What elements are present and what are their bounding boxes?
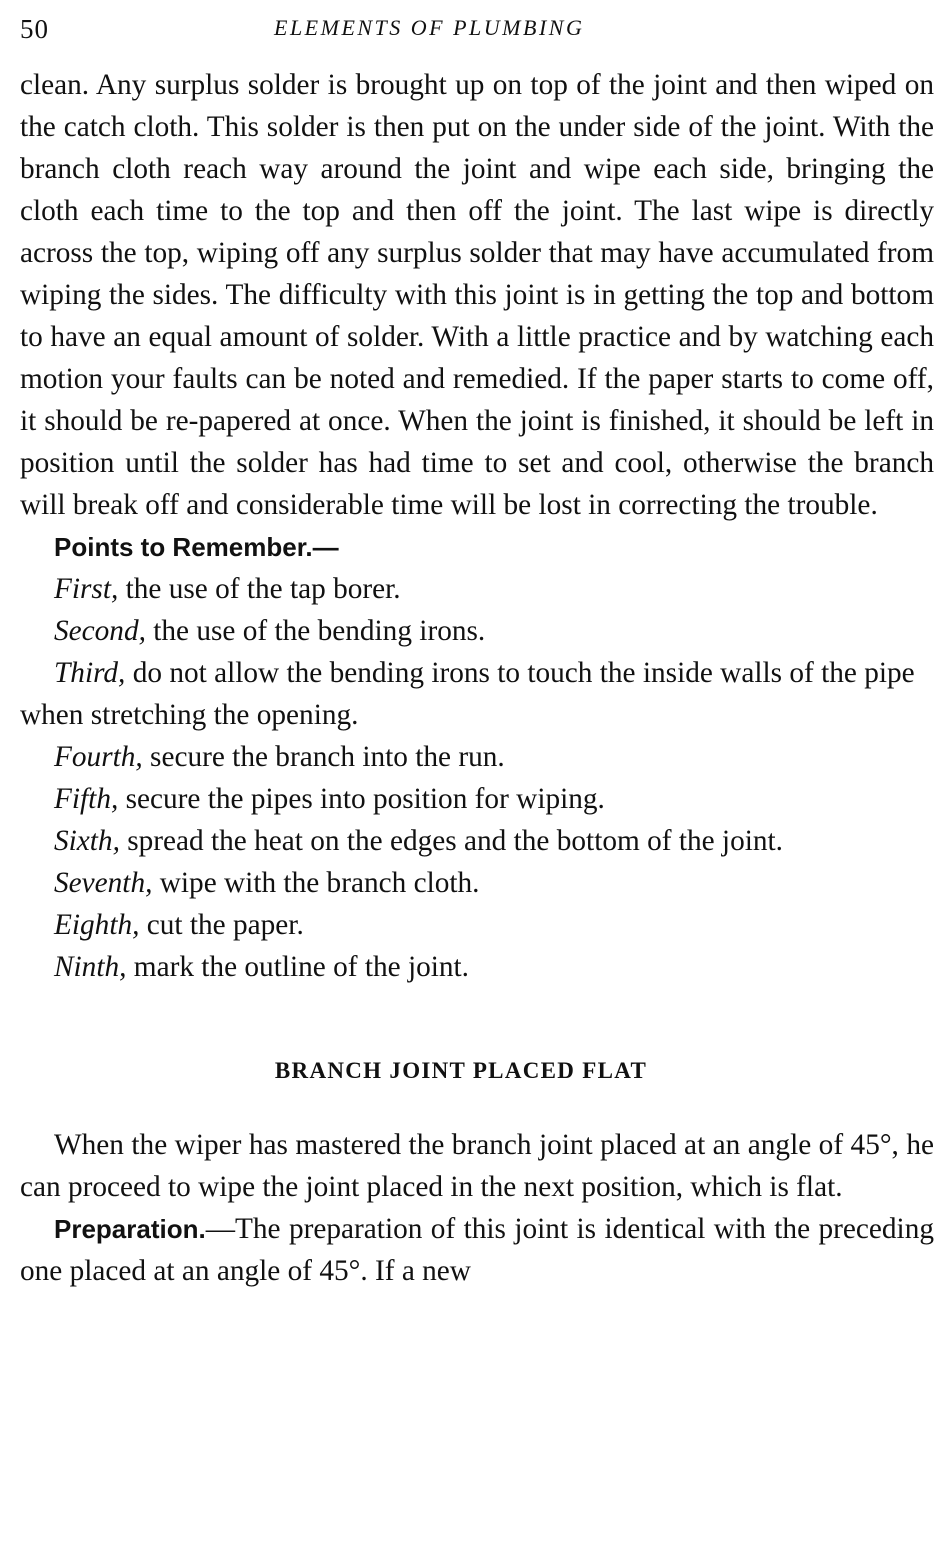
point-item	[20, 736, 934, 778]
book-page	[20, 0, 934, 1292]
point-ordinal: Fifth,	[54, 783, 119, 815]
page-number: 50	[20, 14, 49, 44]
point-item	[20, 652, 934, 736]
point-item	[20, 778, 934, 820]
point-text: the use of the tap borer.	[118, 573, 401, 605]
point-ordinal: Third,	[54, 657, 126, 689]
point-text: spread the heat on the edges and the bottom of the joint.	[119, 825, 783, 857]
point-ordinal: Sixth,	[54, 825, 120, 857]
point-ordinal: Fourth,	[54, 741, 143, 773]
point-text: cut the paper.	[139, 909, 304, 941]
section-heading: BRANCH JOINT PLACED FLAT	[274, 1058, 648, 1083]
point-item	[20, 946, 934, 988]
point-item	[20, 904, 934, 946]
points-heading-label: Points to Remember.—	[54, 532, 339, 562]
point-text: mark the outline of the joint.	[126, 951, 469, 983]
point-ordinal: First,	[54, 573, 119, 605]
preparation-text: —The preparation of this joint is identical with the preceding one placed at an angle of 45°. If a new	[20, 1213, 934, 1287]
point-text: secure the branch into the run.	[142, 741, 505, 773]
point-ordinal: Eighth,	[54, 909, 140, 941]
point-text: wipe with the branch cloth.	[152, 867, 480, 899]
body-text	[20, 64, 934, 1292]
running-title: ELEMENTS OF PLUMBING	[274, 15, 585, 40]
point-item	[20, 568, 934, 610]
running-head	[20, 0, 934, 64]
intro-paragraph: clean. Any surplus solder is brought up on top of the joint and then wiped on the catch cloth. This solder is then put on the under side of the joint. With the branch cloth reach way around the joint and wipe each side, bringing the cloth each time to the top and then off the joint. The last wipe is directly across the top, wiping off any surplus solder that may have accumulated from wiping the sides. The difficulty with this joint is in getting the top and bottom to have an equal amount of solder. With a little practice and by watching each motion your faults can be noted and remedied. If the paper starts to come off, it should be re-papered at once. When the joint is finished, it should be left in position until the solder has had time to set and cool, otherwise the branch will break off and considerable time will be lost in correcting the trouble.	[20, 69, 934, 521]
point-item	[20, 820, 934, 862]
preparation-label: Preparation.	[54, 1214, 206, 1244]
point-text: do not allow the bending irons to touch the inside walls of the pipe when stretching the opening.	[20, 657, 915, 731]
point-ordinal: Second,	[54, 615, 146, 647]
point-item	[20, 610, 934, 652]
points-heading	[20, 526, 934, 568]
point-item	[20, 862, 934, 904]
preparation-paragraph	[20, 1208, 934, 1292]
point-ordinal: Seventh,	[54, 867, 153, 899]
section-paragraph: When the wiper has mastered the branch joint placed at an angle of 45°, he can proceed to wipe the joint placed in the next position, which is flat.	[20, 1129, 934, 1203]
point-ordinal: Ninth,	[54, 951, 127, 983]
point-text: the use of the bending irons.	[145, 615, 486, 647]
point-text: secure the pipes into position for wiping.	[118, 783, 605, 815]
